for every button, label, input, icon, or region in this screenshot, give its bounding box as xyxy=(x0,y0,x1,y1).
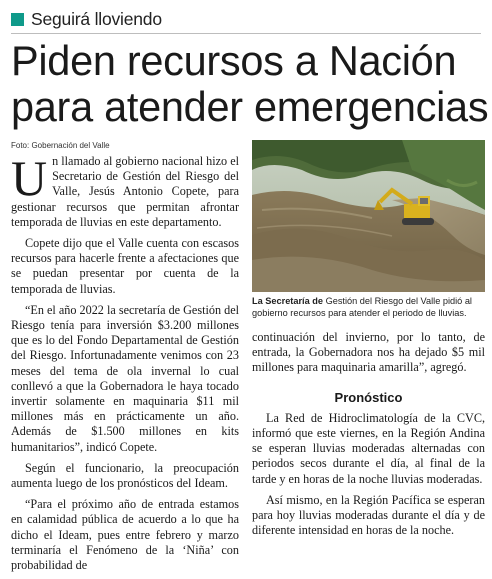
excavator-river-photo xyxy=(252,140,485,292)
article-photo xyxy=(252,140,485,292)
paragraph-2: Copete dijo que el Valle cuenta con escasos recursos para hacerle frente a afectaciones que se puedan presentar por cuenta de la temporada de lluvias. xyxy=(11,236,239,296)
caption-text: Gestión del Riesgo del Valle pidió al gobierno recursos para atender el periodo de lluvias. xyxy=(252,296,472,318)
headline xyxy=(11,38,487,130)
headline-line-2: para atender emergencias xyxy=(11,83,489,130)
headline-line-1: Piden recursos a Nación xyxy=(11,37,457,84)
kicker-label: Seguirá lloviendo xyxy=(31,8,162,29)
paragraph-5: “Para el próximo año de entrada estamos en calamidad pública de acuerdo a lo que ha dicho el Ideam, pues entre febrero y marzo terminaría el Fenómeno de la ‘Niña’ con probabilidad de xyxy=(11,497,239,573)
photo-caption xyxy=(252,296,486,319)
photo-credit: Foto: Gobernación del Valle xyxy=(11,141,110,150)
subhead-pronostico: Pronóstico xyxy=(334,389,403,405)
divider xyxy=(11,33,481,34)
paragraph-3: “En el año 2022 la secretaría de Gestión del Riesgo tenía para inversión $3.200 millones que es lo del Fondo Departamental de Gestión del Riesgo. Infortunadamente venimos con 23 meses del tema de ola invernal lo cual conllevó a que la Gobernadora le haya tocado invertir solamente en maquinaria $11 mil millones más en prácticamente un año. Además de $1.500 millones en kits humanitarios”, indicó Copete. xyxy=(11,302,239,454)
paragraph-1-text: n llamado al gobierno nacional hizo el Secretario de Gestión del Riesgo del Valle, Jesús Antonio Copete, para gestionar recursos que permitan afrontar temporada de lluvias en este departamento. xyxy=(11,154,239,229)
section-kicker xyxy=(11,9,162,29)
article-column-1 xyxy=(11,150,239,579)
paragraph-7: La Red de Hidroclimatología de la CVC, informó que este viernes, en la Región Andina se esperan lluvias moderadas alternadas con periodos secos durante el día, al final de la tarde y en horas de la noche lluvias moderadas. xyxy=(252,410,485,486)
drop-cap: U xyxy=(11,150,48,206)
paragraph-1 xyxy=(11,150,239,230)
article-column-2 xyxy=(252,330,485,544)
paragraph-4: Según el funcionario, la preocupación aumenta luego de los pronósticos del Ideam. xyxy=(11,460,239,491)
kicker-square-icon xyxy=(11,13,24,26)
paragraph-6: continuación del invierno, por lo tanto, de entrada, la Gobernadora nos ha dejado $5 mil millones para maquinaria amarilla”, agregó. xyxy=(252,330,485,375)
paragraph-8: Así mismo, en la Región Pacífica se esperan para hoy lluvias moderadas durante el día y de diferente intensidad en horas de la noche. xyxy=(252,492,485,538)
caption-lead: La Secretaría de xyxy=(252,296,323,306)
